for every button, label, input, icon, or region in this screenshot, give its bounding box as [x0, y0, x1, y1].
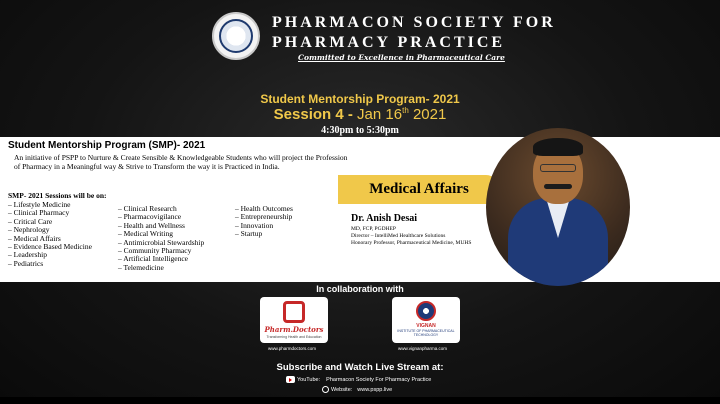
list-item: – Critical Care	[8, 216, 53, 226]
list-item: – Innovation	[235, 220, 274, 230]
list-item: – Health Outcomes	[235, 204, 293, 213]
list-item: – Health and Wellness	[118, 220, 185, 230]
youtube-line[interactable]	[286, 376, 431, 383]
session-year: 2021	[412, 106, 447, 123]
sessions-heading: SMP- 2021 Sessions will be on:	[8, 191, 107, 200]
list-item: – Pharmacovigilance	[118, 212, 182, 222]
list-item: – Artificial Intelligence	[118, 254, 188, 264]
sponsor1-url[interactable]: www.pharmdoctors.com	[268, 346, 317, 351]
program-title: Student Mentorship Program- 2021	[260, 92, 460, 106]
sponsor2-name: VIGNAN	[416, 323, 436, 329]
sponsor1-sub: Transforming Health and Education	[266, 335, 322, 339]
session-date-sup: th	[402, 106, 409, 115]
society-name-line1: PHARMACON SOCIETY FOR	[272, 14, 556, 31]
pharmdoctors-icon	[283, 301, 305, 323]
session-label: Session 4 -	[273, 106, 353, 123]
collaboration-heading: In collaboration with	[316, 284, 404, 294]
sessions-column-1	[8, 201, 92, 268]
sponsor2-url[interactable]: www.vignanpharma.com	[398, 346, 448, 351]
list-item: – Medical Affairs	[8, 233, 61, 243]
youtube-label: YouTube:	[297, 376, 321, 383]
seal-icon	[219, 19, 253, 53]
list-item: – Startup	[235, 229, 263, 239]
speaker-role: Director – IntelliMed Healthcare Solutions	[351, 233, 446, 239]
list-item: – Entrepreneurship	[235, 212, 293, 222]
list-item: – Antimicrobial Stewardship	[118, 237, 205, 247]
society-name	[272, 13, 556, 53]
speaker-name: Dr. Anish Desai	[351, 213, 418, 224]
list-item: – Medical Writing	[118, 229, 173, 239]
list-item: – Telemedicine	[118, 262, 164, 272]
hair-shape	[533, 138, 583, 156]
list-item: – Clinical Pharmacy	[8, 208, 70, 218]
list-item: – Evidence Based Medicine	[8, 242, 92, 252]
stream-heading: Subscribe and Watch Live Stream at:	[276, 362, 444, 373]
program-description: An initiative of PSPP to Nurture & Create Sensible & Knowledgeable Students who will project the Profession of Pharmacy in a Meaningful way & Strive to Transform the way it is Practiced in India.	[14, 153, 348, 171]
sessions-column-2	[118, 205, 204, 272]
tagline: Committed to Excellence in Pharmaceutical Care	[298, 53, 505, 62]
sessions-column-3	[235, 205, 293, 239]
list-item: – Community Pharmacy	[118, 246, 192, 256]
session-date-day: Jan 16	[357, 106, 403, 123]
sponsor1-name: Pharm.Doctors	[264, 325, 324, 334]
list-item: – Pediatrics	[8, 258, 44, 268]
mustache-shape	[544, 184, 572, 189]
website-line[interactable]	[322, 386, 392, 393]
list-item: – Leadership	[8, 250, 47, 260]
panel-title: Student Mentorship Program (SMP)- 2021	[8, 140, 206, 151]
list-item: – Lifestyle Medicine	[8, 200, 71, 209]
bottom-bar	[0, 397, 720, 404]
globe-icon	[322, 386, 329, 393]
vignan-emblem-icon	[416, 301, 436, 321]
speaker-credentials: MD, FCP, PGDHEP	[351, 226, 396, 232]
session-time: 4:30pm to 5:30pm	[321, 125, 399, 136]
list-item: – Nephrology	[8, 225, 50, 235]
speaker-photo	[486, 128, 630, 286]
society-logo	[212, 12, 260, 60]
list-item: – Clinical Research	[118, 204, 177, 213]
session-date	[357, 106, 446, 123]
youtube-channel: Pharmacon Society For Pharmacy Practice	[326, 376, 432, 383]
website-label: Website:	[331, 386, 353, 393]
sponsor-pharmdoctors-logo[interactable]	[260, 297, 328, 343]
session-title	[0, 106, 720, 123]
youtube-icon	[286, 376, 295, 383]
sponsor-vignan-logo[interactable]	[392, 297, 460, 343]
society-name-line2: PHARMACY PRACTICE	[272, 34, 506, 51]
sponsor2-sub: INSTITUTE OF PHARMACEUTICAL TECHNOLOGY	[397, 329, 455, 337]
glasses-shape	[540, 164, 576, 172]
speaker-position: Honorary Professor, Pharmaceutical Medicine, MUHS	[351, 240, 472, 246]
website-url: www.pspp.live	[357, 386, 393, 393]
feature-topic-banner: Medical Affairs	[338, 175, 500, 204]
